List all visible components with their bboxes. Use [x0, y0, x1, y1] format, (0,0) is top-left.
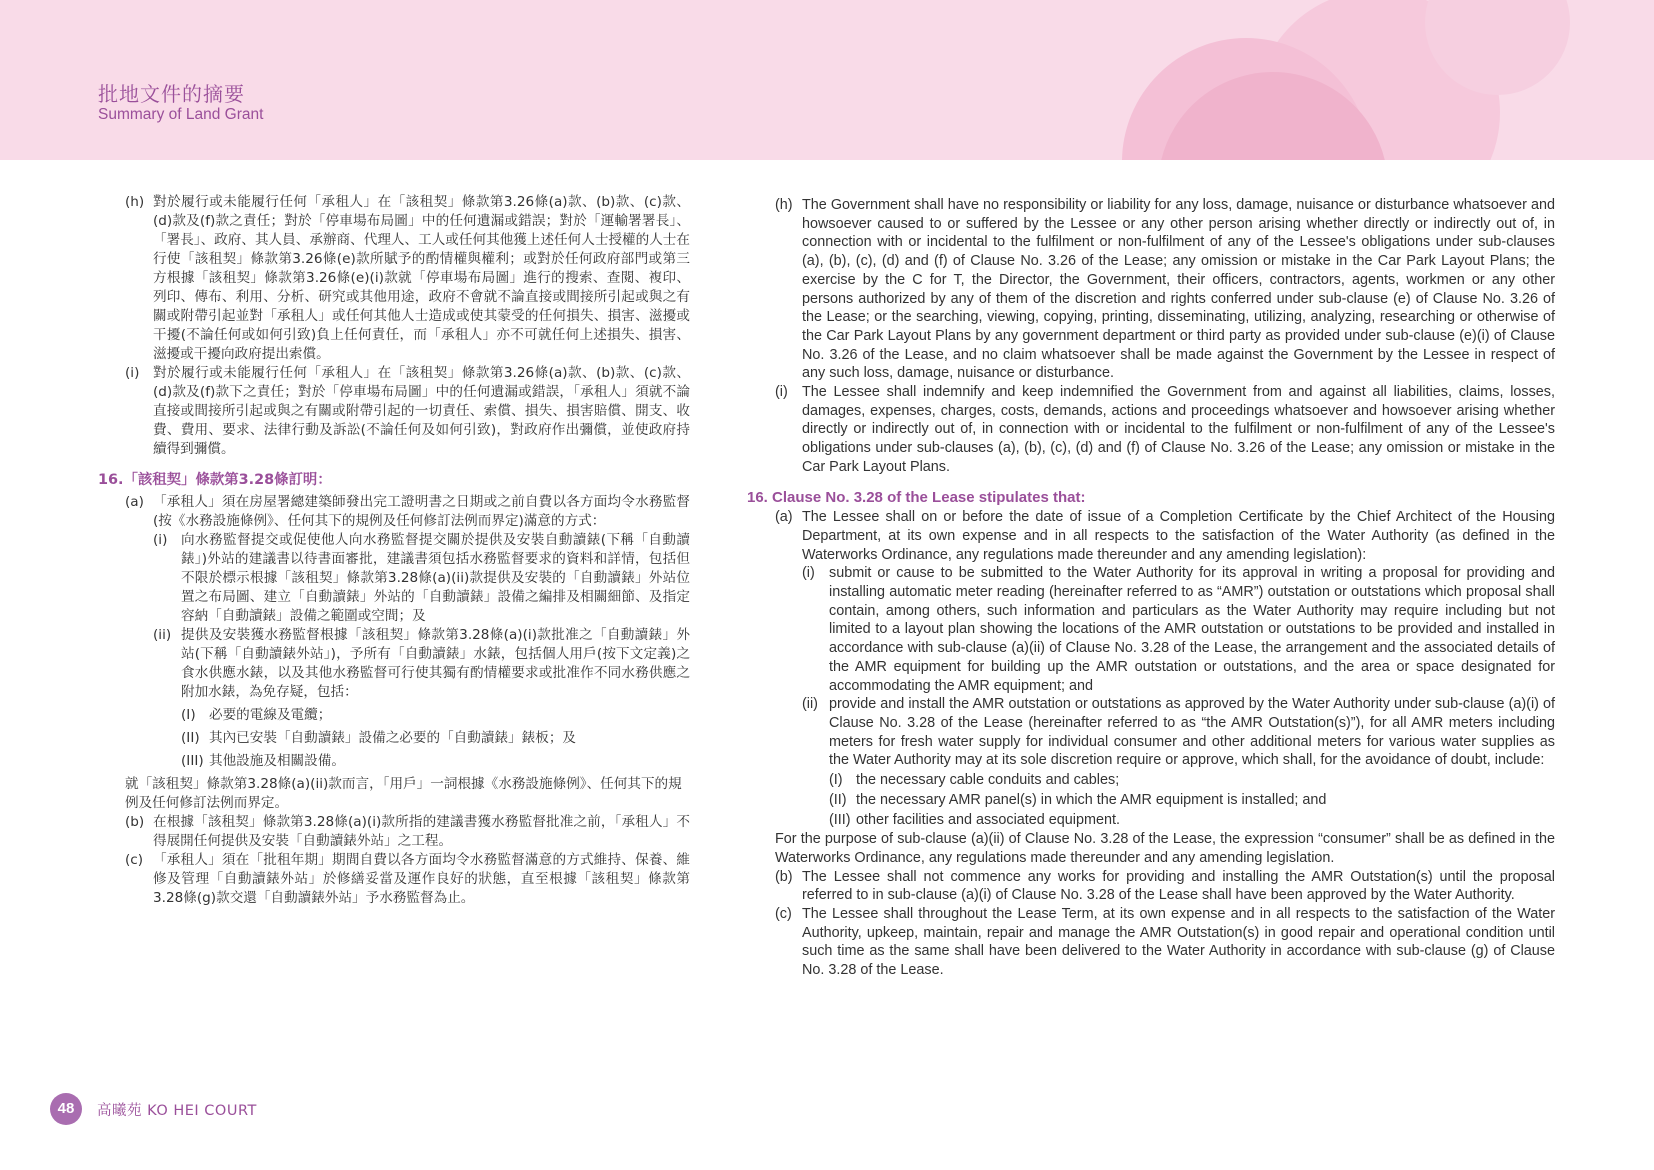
clause-text: provide and install the AMR outstation or outstations as approved by the Water Authority under sub-clause (a)(i) of Clause No. 3.28 of the Lease (hereinafter referred to as “the AMR Outstation(s)”), for all AMR meters including meters for fresh water supply for individual consumer and other additional meters for various water supplies as the Water Authority may at its sole discretion require or approve, which shall, for the avoidance of doubt, include: — [829, 696, 1555, 769]
english-column — [747, 196, 1555, 980]
clause-text: 對於履行或未能履行任何「承租人」在「該租契」條款第3.26條(a)款、(b)款、(c)款、(d)款及(f)款下之責任；對於「停車場布局圖」中的任何遺漏或錯誤，「承租人」須就不論直接或間接所引起或與之有關或附帶引起的一切責任、索償、損失、損害賠償、開支、收費、費用、要求、法律行動及訴訟(不論任何及如何引致)，對政府作出彌償，並使政府持續得到彌償。 — [153, 365, 690, 457]
clause-text: 必要的電線及電纜； — [209, 707, 332, 723]
clause-text: submit or cause to be submitted to the Water Authority for its approval in writing a proposal for providing and installing automatic meter reading (hereinafter referred to as “AMR”) outstation or outstations which proposal shall contain, among others, such information and particulars as the Water Authority may require including but not limited to a layout plan showing the locations of the AMR outstation or outstations to be provided and installed in accordance with sub-clause (a)(ii) of Clause No. 3.28 of the Lease, the arrangement and the associated details of the AMR equipment for building up the AMR outstation or outstations, and the area or space designated for accommodating the AMR equipment; and — [829, 565, 1555, 694]
clause-i-en — [747, 383, 1555, 477]
footer-estate-name: 高曦苑 KO HEI COURT — [97, 1103, 257, 1119]
clause-text: 其他設施及相關設備。 — [209, 753, 345, 769]
page-title-chinese: 批地文件的摘要 — [98, 82, 245, 106]
clause-label: (b) — [775, 868, 793, 885]
clause-I-en — [747, 771, 1555, 790]
clause-c-zh — [98, 851, 690, 908]
clause-label: (i) — [802, 565, 815, 582]
clause-label: (III) — [829, 811, 851, 828]
clause-a-ii-zh — [98, 626, 690, 702]
clause-label: (a) — [775, 509, 793, 526]
clause-a-i-en — [747, 564, 1555, 695]
clause-III-en — [747, 811, 1555, 830]
page-title-english: Summary of Land Grant — [98, 106, 264, 123]
section-16-heading-en: 16. Clause No. 3.28 of the Lease stipulates that: — [747, 488, 1086, 506]
clause-label: (a) — [125, 494, 144, 510]
chinese-column — [98, 193, 690, 908]
clause-h-zh — [98, 193, 690, 364]
clause-text: 「承租人」須在「批租年期」期間自費以各方面均令水務監督滿意的方式維持、保養、維修及管理「自動讀錶外站」於修繕妥當及運作良好的狀態，直至根據「該租契」條款第3.28條(g)款交還「自動讀錶外站」予水務監督為止。 — [153, 852, 690, 906]
clause-a-zh — [98, 493, 690, 531]
clause-label: (i) — [775, 384, 788, 401]
clause-text: 在根據「該租契」條款第3.28條(a)(i)款所指的建議書獲水務監督批准之前，「承租人」不得展開任何提供及安裝「自動讀錶外站」之工程。 — [153, 814, 690, 849]
clause-c-en — [747, 905, 1555, 980]
clause-text: The Government shall have no responsibility or liability for any loss, damage, nuisance or disturbance whatsoever and howsoever caused to or suffered by the Lessee or any other person arising whether directly or indirectly out of, in connection with or incidental to the fulfilment or non-fulfilment of any of the Lessee's obligations under sub-clauses (a), (b), (c), (d) and (f) of Clause No. 3.26 of the Lease; any omission or mistake in the Car Park Layout Plans; the exercise by the C for T, the Director, the Government, their officers, contractors, agents, workmen or any other persons authorized by any of them of the discretion and rights conferred under sub-clause (e) of Clause No. 3.26 of the Lease; or the searching, viewing, copying, printing, disseminating, utilizing, analyzing, researching or otherwise of the Car Park Layout Plans by any government department or third party as provided under sub-clause (e)(i) of Clause No. 3.26 of the Lease, and no claim whatsoever shall be made against the Government by the Lessee in respect of any such loss, damage, nuisance or disturbance. — [802, 197, 1555, 382]
clause-label: (I) — [181, 707, 196, 723]
clause-label: (i) — [125, 365, 140, 381]
clause-label: (ii) — [802, 696, 818, 713]
clause-label: (h) — [775, 197, 793, 213]
definition-paragraph-en: For the purpose of sub-clause (a)(ii) of Clause No. 3.28 of the Lease, the expression “consumer” shall be as defined in the Waterworks Ordinance, any regulations made thereunder and any amending legislation. — [775, 831, 1555, 866]
clause-h-en — [747, 196, 1555, 383]
clause-text: 其內已安裝「自動讀錶」設備之必要的「自動讀錶」錶板；及 — [209, 730, 577, 746]
clause-I-zh — [98, 706, 690, 725]
clause-text: The Lessee shall throughout the Lease Term, at its own expense and in all respects to the satisfaction of the Water Authority, upkeep, maintain, repair and manage the AMR Outstation(s) in good repair and operational condition until such time as the same shall have been delivered to the Water Authority in accordance with sub-clause (g) of Clause No. 3.28 of the Lease. — [802, 906, 1555, 979]
clause-label: (c) — [775, 906, 792, 923]
clause-a-en — [747, 508, 1555, 564]
clause-label: (III) — [181, 753, 204, 769]
clause-II-zh — [98, 729, 690, 748]
clause-label: (II) — [829, 791, 847, 808]
clause-III-zh — [98, 752, 690, 771]
clause-text: other facilities and associated equipment. — [856, 811, 1120, 828]
clause-label: (c) — [125, 852, 144, 868]
clause-i-zh — [98, 364, 690, 459]
clause-text: the necessary AMR panel(s) in which the AMR equipment is installed; and — [856, 791, 1327, 808]
clause-text: 對於履行或未能履行任何「承租人」在「該租契」條款第3.26條(a)款、(b)款、(c)款、(d)款及(f)款之責任；對於「停車場布局圖」中的任何遺漏或錯誤；對於「運輸署署長」、「署長」、政府、其人員、承辦商、代理人、工人或任何其他獲上述任何人士授權的人士在行使「該租契」條款第3.26條(e)款所賦予的酌情權與權利；或對於任何政府部門或第三方根據「該租契」條款第3.26條(e)(i)款就「停車場布局圖」進行的搜索、查閱、複印、列印、傳布、利用、分析、研究或其他用途，政府不會就不論直接或間接所引起或與之有關或附帶引起並對「承租人」或任何其他人士造成或使其蒙受的任何損失、損害、滋擾或干擾(不論任何或如何引致)負上任何責任，而「承租人」亦不可就任何上述損失、損害、滋擾或干擾向政府提出索償。 — [153, 194, 690, 362]
page-number-badge: 48 — [50, 1093, 82, 1125]
clause-text: 「承租人」須在房屋署總建築師發出完工證明書之日期或之前自費以各方面均令水務監督(按《水務設施條例》、任何其下的規例及任何修訂法例而界定)滿意的方式： — [153, 494, 690, 529]
clause-label: (II) — [181, 730, 200, 746]
clause-a-ii-en — [747, 695, 1555, 770]
section-16-heading-zh: 16.「該租契」條款第3.28條訂明： — [98, 472, 332, 488]
definition-paragraph-zh: 就「該租契」條款第3.28條(a)(ii)款而言，「用戶」一詞根據《水務設施條例》、任何其下的規例及任何修訂法例而界定。 — [125, 776, 682, 811]
clause-label: (b) — [125, 814, 145, 830]
clause-label: (i) — [153, 532, 168, 548]
clause-label: (h) — [125, 194, 145, 210]
clause-b-en — [747, 868, 1555, 905]
clause-text: The Lessee shall on or before the date of issue of a Completion Certificate by the Chief Architect of the Housing Department, at its own expense and in all respects to the satisfaction of the Water Authority (as defined in the Waterworks Ordinance, any regulations made thereunder and any amending legislation): — [802, 509, 1555, 563]
page-header — [0, 0, 1654, 160]
clause-text: The Lessee shall not commence any works for providing and installing the AMR Outstation(s) until the proposal referred to in sub-clause (a)(i) of Clause No. 3.28 of the Lease shall have been approved by the Water Authority. — [802, 868, 1555, 904]
clause-b-zh — [98, 813, 690, 851]
clause-text: 向水務監督提交或促使他人向水務監督提交關於提供及安裝自動讀錶(下稱「自動讀錶」)外站的建議書以待書面審批，建議書須包括水務監督要求的資料和詳情，包括但不限於標示根據「該租契」條款第3.28條(a)(ii)款提供及安裝的「自動讀錶」外站位置之布局圖、建立「自動讀錶」外站的「自動讀錶」設備之編排及相關細節、及指定容納「自動讀錶」設備之範圍或空間；及 — [181, 532, 690, 624]
clause-label: (ii) — [153, 627, 172, 643]
clause-a-i-zh — [98, 531, 690, 626]
clause-label: (I) — [829, 772, 843, 789]
clause-II-en — [747, 791, 1555, 810]
clause-text: the necessary cable conduits and cables; — [856, 772, 1120, 789]
clause-text: The Lessee shall indemnify and keep indemnified the Government from and against all liabilities, claims, losses, damages, expenses, charges, costs, demands, actions and proceedings whatsoever and howsoever arising whether directly or indirectly out of, in connection with or incidental to the fulfilment or non-fulfilment of any of the Lessee's obligations under sub-clauses (a), (b), (c), (d) and (f) of Clause No. 3.26 of the Lease; any omission or mistake in the Car Park Layout Plans. — [802, 384, 1555, 475]
clause-text: 提供及安裝獲水務監督根據「該租契」條款第3.28條(a)(i)款批准之「自動讀錶」外站(下稱「自動讀錶外站」)，予所有「自動讀錶」水錶，包括個人用戶(按下文定義)之食水供應水錶，以及其他水務監督可行使其獨有酌情權要求或批准作不同水務供應之附加水錶，為免存疑，包括： — [181, 627, 690, 700]
